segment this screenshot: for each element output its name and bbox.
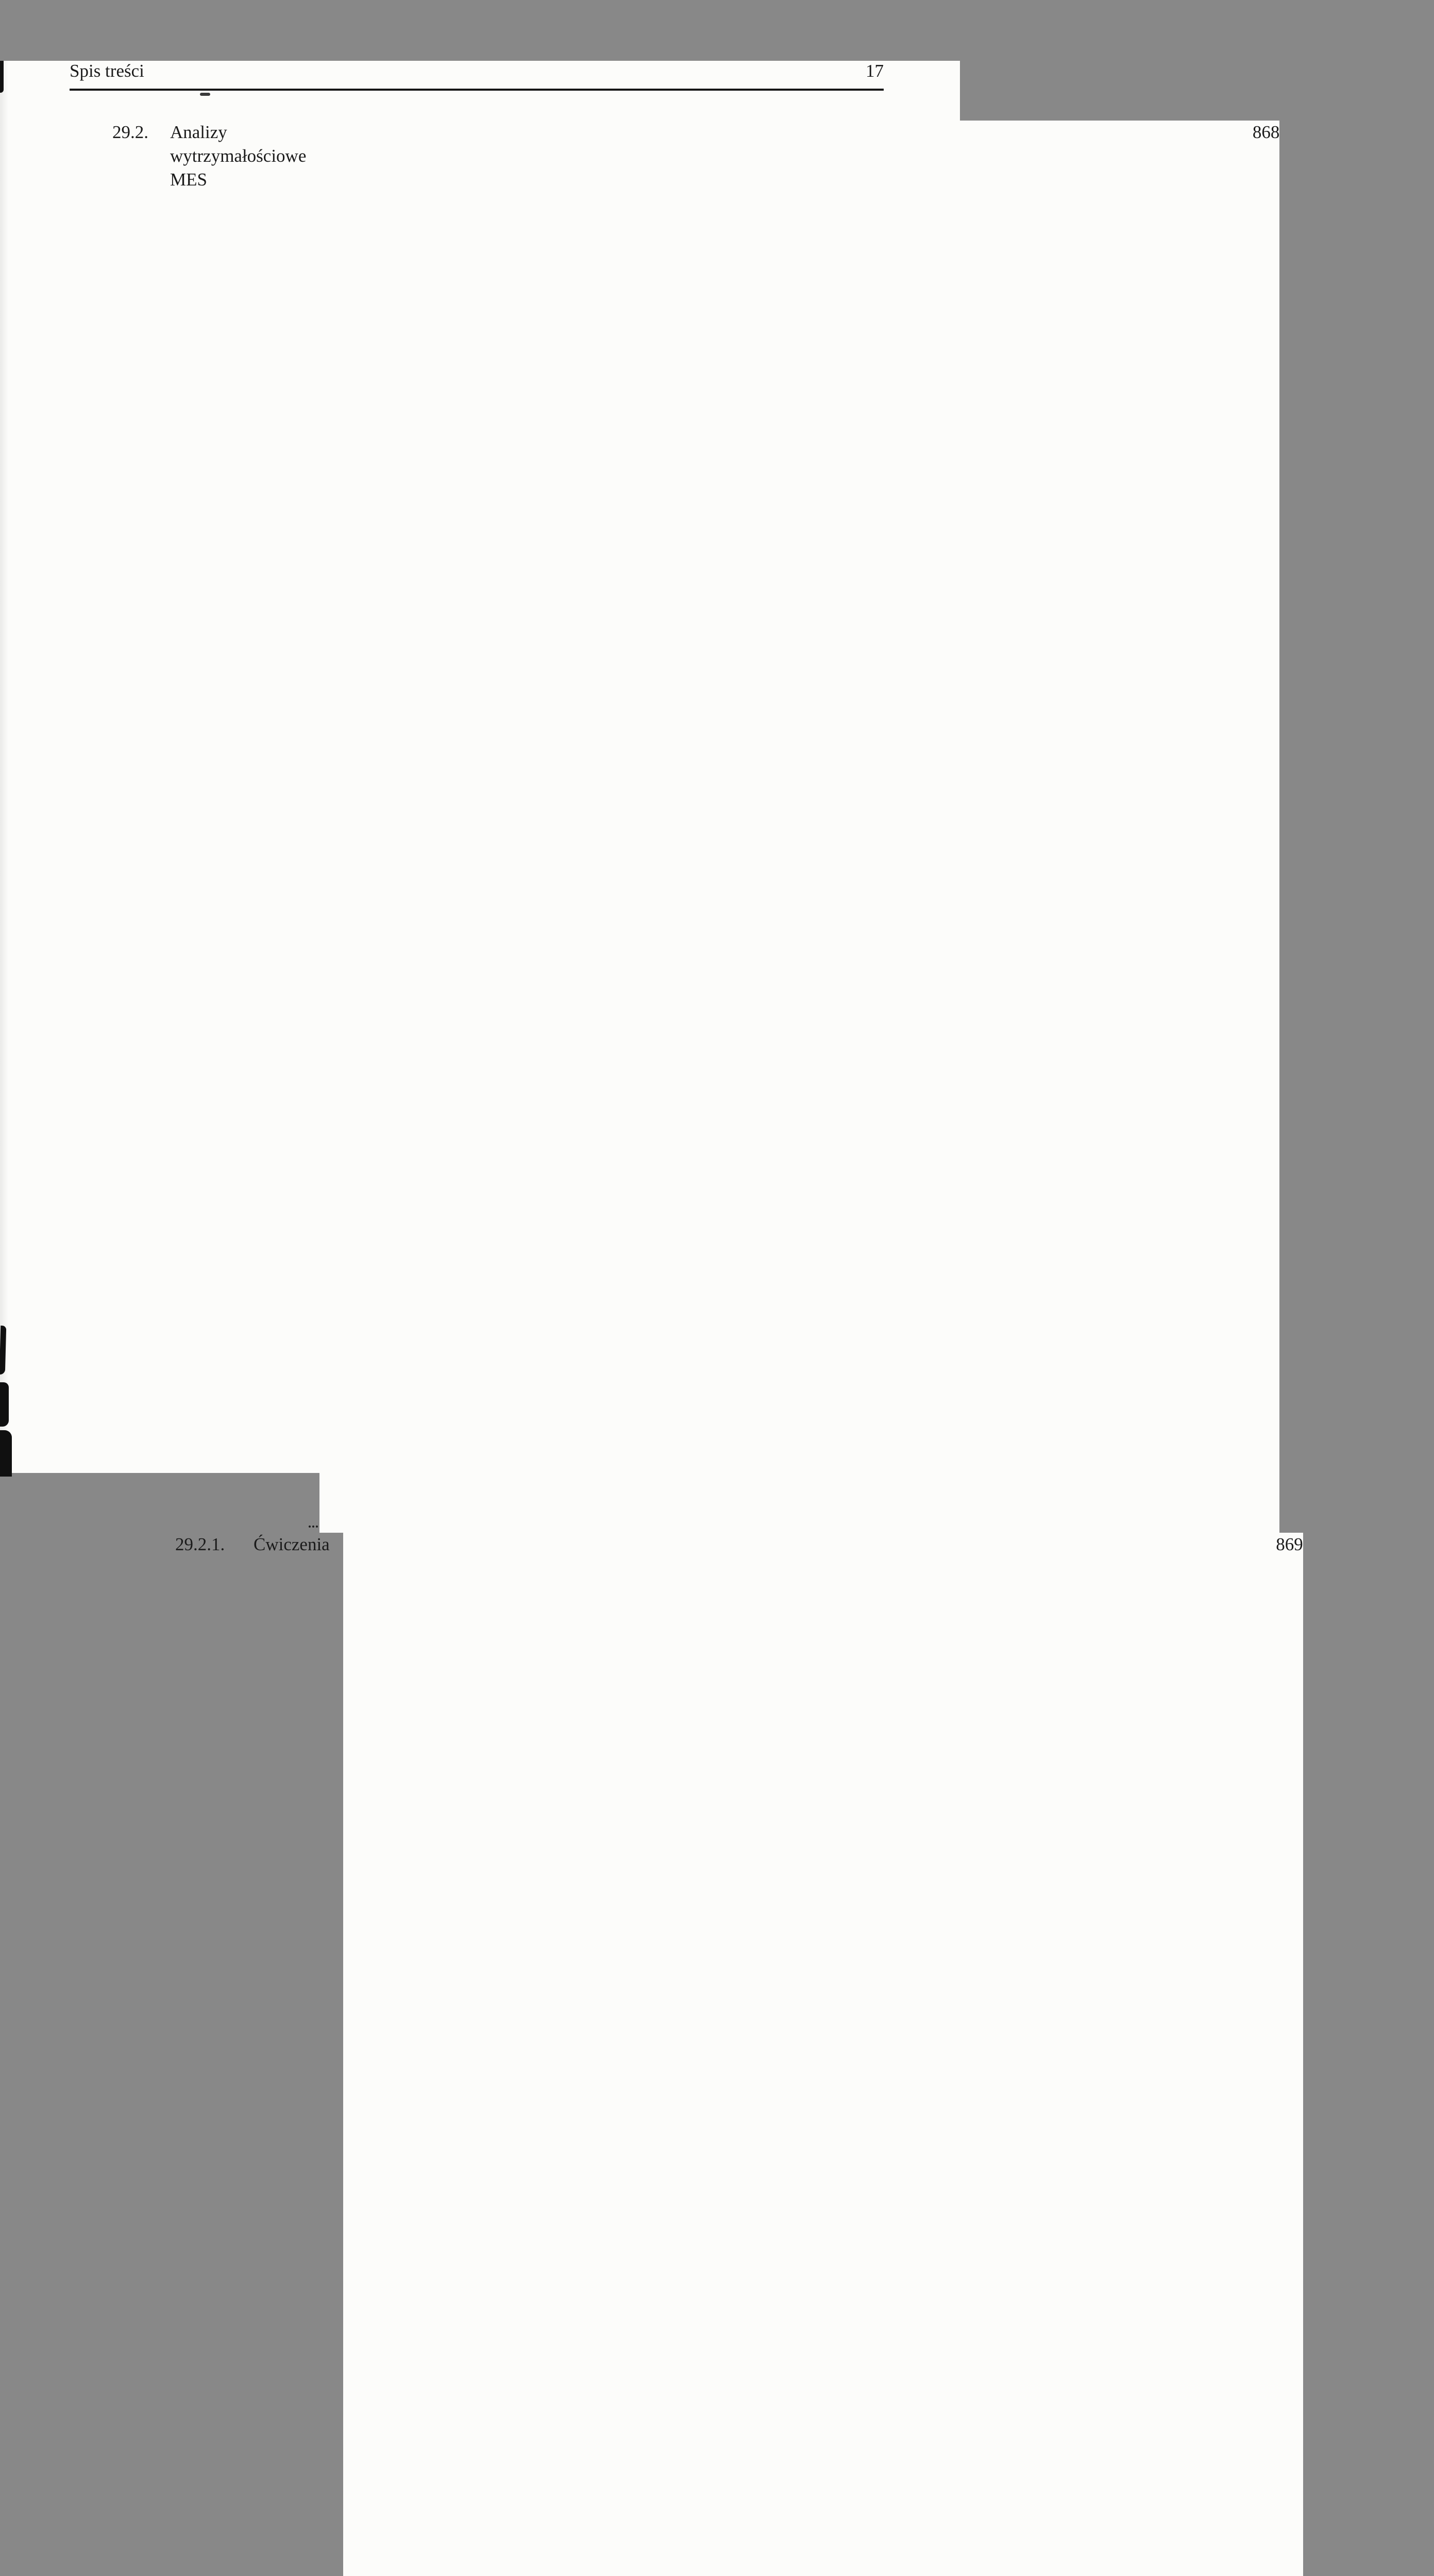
entry-number: 29.2. xyxy=(112,122,148,142)
header-title: Spis treści xyxy=(70,61,144,81)
entry-page: 868 xyxy=(319,121,1279,1533)
page-header xyxy=(70,61,884,91)
scan-artifact xyxy=(0,1430,12,1477)
scan-edge-shadow xyxy=(0,61,8,1473)
toc-entry xyxy=(70,1533,1303,2576)
document-page xyxy=(0,61,1303,1554)
scan-artifact xyxy=(0,1326,6,1375)
dot-leader xyxy=(332,1533,342,2576)
dot-leader xyxy=(309,121,318,1528)
toc-list xyxy=(70,121,1303,2576)
entry-title: Analizy wytrzymałościowe MES xyxy=(170,122,311,190)
scan-artifact xyxy=(0,1382,9,1427)
entry-title: Ćwiczenia xyxy=(254,1534,330,1554)
entry-page: 869 xyxy=(343,1533,1303,2576)
entry-number: 29.2.1. xyxy=(175,1534,225,1554)
header-page-number: 17 xyxy=(866,61,884,81)
scan-artifact xyxy=(0,61,4,93)
scan-artifact xyxy=(200,93,210,96)
toc-entry xyxy=(70,121,1280,1533)
